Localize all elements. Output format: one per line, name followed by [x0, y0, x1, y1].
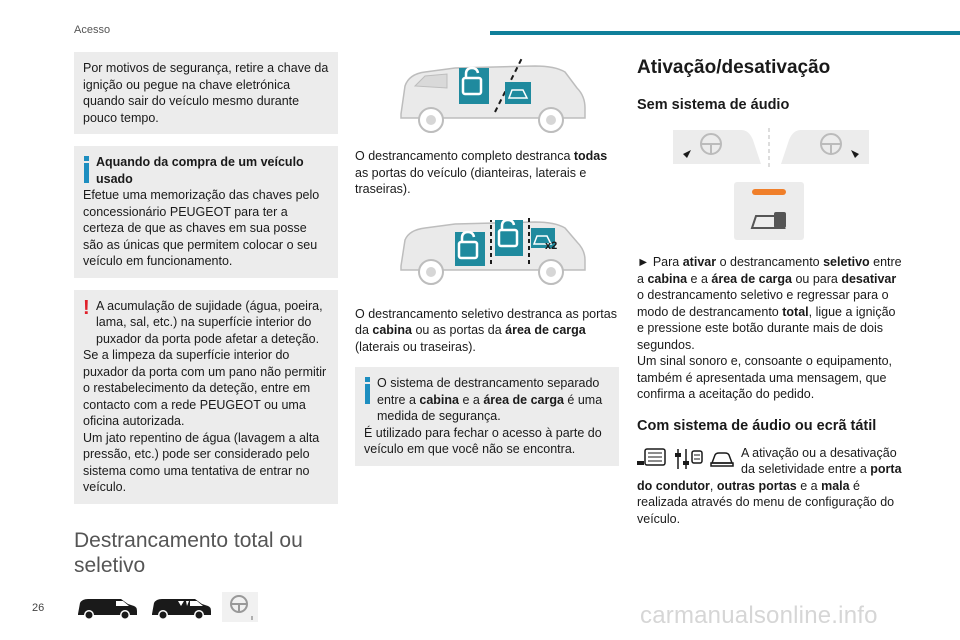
touchscreen-paragraph	[637, 445, 902, 528]
column-right	[637, 52, 902, 539]
subheading-with-audio: Com sistema de áudio ou ecrã tátil	[637, 417, 877, 434]
column-middle	[355, 52, 619, 478]
separate-unlock-info-2: É utilizado para fechar o acesso à parte do veículo em que você não se encontra.	[364, 425, 602, 456]
van-full-unlock-illustration	[395, 52, 595, 140]
touchscreen-text: A ativação ou a desativação da seletividade entre a porta do condutor, outras portas e a mala é realizada através do menu de configuração do veículo.	[637, 445, 902, 526]
full-unlock-text: O destrancamento completo destranca todas as portas do veículo (dianteiras, laterais e traseiras).	[355, 149, 608, 196]
selective-unlock-text: O destrancamento seletivo destranca as portas da cabina ou as portas da área de carga (laterais ou traseiras).	[355, 306, 617, 354]
activation-instruction: ► Para ativar o destrancamento seletivo entre a cabina e a área de carga ou para desativar o destrancamento seletivo e regressar para o modo de destrancamento total, ligue a ignição e pressione este botão durante mais de dois segundos. Um sinal sonoro e, consoante o equipamento, também é apresentada uma mensagem, que confirma a aceitação do pedido.	[637, 255, 902, 401]
watermark: carmanualsonline.info	[640, 602, 878, 629]
info-title: Aquando da compra de um veículo usado	[96, 155, 304, 186]
van-selective-unlock-illustration	[395, 210, 595, 290]
screen-menu-icon	[637, 447, 667, 469]
warning-text-2: Se a limpeza da superfície interior do puxador da porta com um pano não permitir o restabelecimento da deteção, entre em contacto com a rede PEUGEOT ou uma oficina autorizada.	[83, 348, 327, 428]
settings-sliders-icon	[673, 447, 703, 471]
dashboard-button-location-illustration	[671, 124, 871, 172]
subheading-no-audio: Sem sistema de áudio	[637, 97, 790, 113]
warning-box-dirt	[74, 290, 338, 504]
column-left	[74, 52, 338, 622]
info-box-separate-unlock	[355, 367, 619, 466]
header-accent-rule	[490, 31, 960, 35]
page-number: 26	[32, 602, 45, 614]
info-box-used-vehicle	[74, 146, 338, 278]
warning-text-1: A acumulação de sujidade (água, poeira, lama, sal, etc.) na superfície interior do puxador da porta pode afetar a deteção.	[96, 298, 323, 346]
section-label: Acesso	[74, 24, 111, 36]
menu-icons	[637, 445, 735, 471]
van-full-unlock-icon	[74, 594, 140, 622]
section-heading-unlocking: Destrancamento total ou seletivo	[74, 528, 303, 577]
double-press-label: x2	[545, 240, 558, 252]
safety-note-box	[74, 52, 338, 134]
van-selective-unlock-icon	[148, 594, 214, 622]
warning-text-3: Um jato repentino de água (lavagem a alta pressão, etc.) pode ser considerado pelo sistema como uma tentativa de entrar no veículo.	[83, 430, 320, 494]
vehicle-icons-row	[74, 592, 338, 622]
section-heading-activation: Ativação/desativação	[637, 57, 831, 78]
info-body: Efetue uma memorização das chaves pelo concessionário PEUGEOT para ter a certeza de que as chaves em sua posse são as únicas que permitem colocar o seu veículo em funcionamento.	[83, 188, 320, 268]
vehicle-config-icon	[709, 447, 735, 469]
warning-icon: !	[83, 296, 90, 319]
safety-note-text: Por motivos de segurança, retire a chave da ignição ou pegue na chave eletrónica quando sair do veículo mesmo durante pouco tempo.	[83, 61, 329, 125]
info-icon	[364, 375, 370, 404]
info-icon	[83, 154, 89, 183]
selective-unlock-button-icon	[734, 182, 804, 240]
separate-unlock-info-1: O sistema de destrancamento separado entre a cabina e a área de carga é uma medida de segurança.	[377, 376, 603, 423]
steering-wheel-icon	[222, 592, 258, 622]
